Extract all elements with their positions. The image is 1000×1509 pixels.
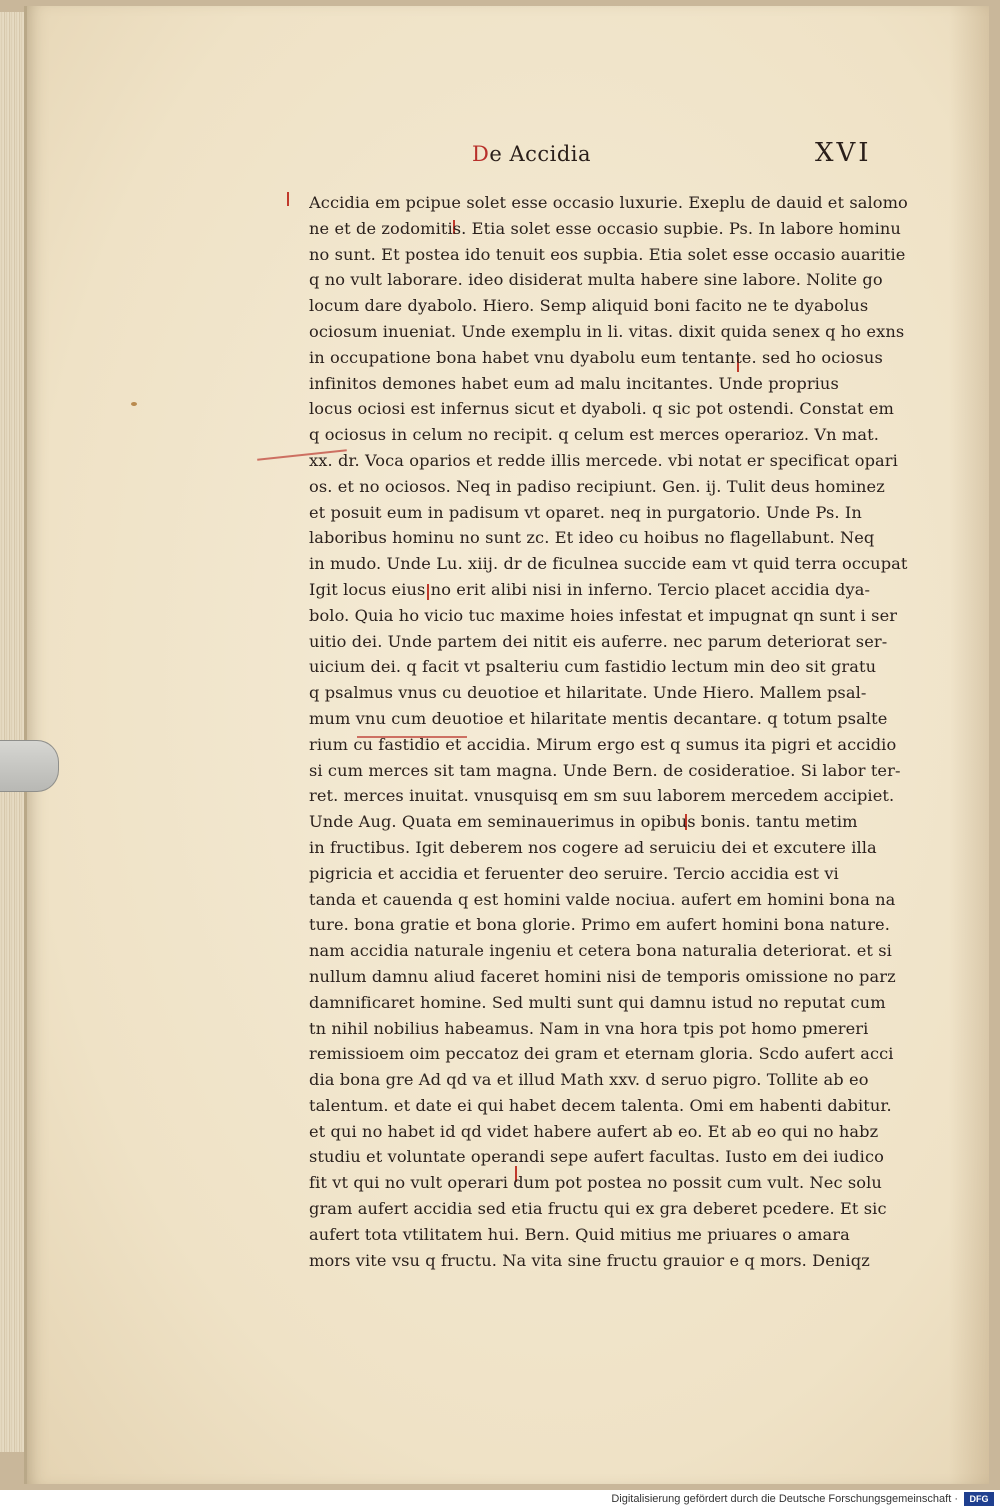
text-line: fit vt qui no vult operari dum pot postea no possit cum vult. Nec solu: [309, 1173, 882, 1193]
text-line: bolo. Quia ho vicio tuc maxime hoies infestat et impugnat qn sunt i ser: [309, 605, 898, 625]
folio-number: XVI: [815, 138, 872, 168]
footer-bar: [0, 1490, 1000, 1509]
text-line: tanda et cauenda q est homini valde nociua. aufert em homini bona na: [309, 889, 896, 909]
text-line: et qui no habet id qd videt habere aufert ab eo. Et ab eo qui no habz: [309, 1121, 879, 1141]
rubric-stroke: [287, 192, 289, 206]
text-line: studiu et voluntate operandi sepe aufert facultas. Iusto em dei iudico: [309, 1147, 884, 1167]
running-head-text: e Accidia: [489, 142, 592, 166]
text-line: ret. merces inuitat. vnusquisq em sm suu laborem mercedem accipiet.: [309, 786, 895, 806]
text-block: [309, 190, 945, 1273]
text-line: in mudo. Unde Lu. xiij. dr de ficulnea succide eam vt quid terra occupat: [309, 554, 908, 574]
text-line: nullum damnu aliud faceret homini nisi de temporis omissione no parz: [309, 966, 896, 986]
text-line: q no vult laborare. ideo disiderat multa habere sine labore. Nolite go: [309, 270, 883, 290]
paper-stain: [131, 402, 137, 406]
text-line: ne et de zodomitis. Etia solet esse occasio supbie. Ps. In labore hominu: [309, 218, 901, 238]
text-line: rium cu fastidio et accidia. Mirum ergo est q sumus ita pigri et accidio: [309, 734, 897, 754]
text-line: uitio dei. Unde partem dei nitit eis auferre. nec parum deteriorat ser-: [309, 631, 888, 651]
text-line: no sunt. Et postea ido tenuit eos supbia. Etia solet esse occasio auaritie: [309, 244, 906, 264]
text-line: xx. dr. Voca oparios et redde illis mercede. vbi notat er specificat opari: [309, 450, 898, 470]
text-line: infinitos demones habet eum ad malu incitantes. Unde proprius: [309, 373, 839, 393]
footer-credit: Digitalisierung gefördert durch die Deutsche Forschungsgemeinschaft ·: [611, 1493, 958, 1505]
text-line: et posuit eum in padisum vt oparet. neq in purgatorio. Unde Ps. In: [309, 502, 862, 522]
text-line: mum vnu cum deuotioe et hilaritate mentis decantare. q totum psalte: [309, 708, 888, 728]
text-line: dia bona gre Ad qd va et illud Math xxv. d seruo pigro. Tollite ab eo: [309, 1070, 869, 1090]
book-clasp: [0, 740, 59, 792]
text-line: talentum. et date ei qui habet decem talenta. Omi em habenti dabitur.: [309, 1095, 892, 1115]
text-line: Igit locus eius no erit alibi nisi in inferno. Tercio placet accidia dya-: [309, 579, 871, 599]
text-line: q ociosus in celum no recipit. q celum est merces operarioz. Vn mat.: [309, 425, 879, 445]
text-line: damnificaret homine. Sed multi sunt qui damnu istud no reputat cum: [309, 992, 886, 1012]
book-page: [24, 6, 989, 1484]
text-line: os. et no ociosos. Neq in padiso recipiunt. Gen. ij. Tulit deus hominez: [309, 476, 885, 496]
text-line: locus ociosi est infernus sicut et dyaboli. q sic pot ostendi. Constat em: [309, 399, 895, 419]
text-line: tn nihil nobilius habeamus. Nam in vna hora tpis pot homo pmereri: [309, 1018, 869, 1038]
dfg-logo: DFG: [964, 1492, 994, 1506]
text-line: ociosum inueniat. Unde exemplu in li. vitas. dixit quida senex q ho exns: [309, 321, 905, 341]
text-line: in occupatione bona habet vnu dyabolu eum tentante. sed ho ociosus: [309, 347, 883, 367]
text-line: locum dare dyabolo. Hiero. Semp aliquid boni facito ne te dyabolus: [309, 296, 869, 316]
text-line: laboribus hominu no sunt zc. Et ideo cu hoibus no flagellabunt. Neq: [309, 528, 875, 548]
text-line: aufert tota vtilitatem hui. Bern. Quid mitius me priuares o amara: [309, 1224, 850, 1244]
text-line: nam accidia naturale ingeniu et cetera bona naturalia deteriorat. et si: [309, 941, 892, 961]
text-line: Accidia em pcipue solet esse occasio luxurie. Exeplu de dauid et salomo: [309, 193, 908, 212]
text-line: q psalmus vnus cu deuotioe et hilaritate. Unde Hiero. Mallem psal-: [309, 683, 867, 703]
text-line: in fructibus. Igit deberem nos cogere ad seruiciu dei et excutere illa: [309, 837, 877, 857]
text-line: Unde Aug. Quata em seminauerimus in opibus bonis. tantu metim: [309, 812, 858, 832]
text-line: si cum merces sit tam magna. Unde Bern. de cosideratioe. Si labor ter-: [309, 760, 901, 780]
text-line: pigricia et accidia et feruenter deo seruire. Tercio accidia est vi: [309, 863, 839, 883]
running-head: [472, 142, 591, 166]
text-line: gram aufert accidia sed etia fructu qui ex gra deberet pcedere. Et sic: [309, 1199, 887, 1219]
text-line: remissioem oim peccatoz dei gram et eternam gloria. Scdo aufert acci: [309, 1044, 894, 1064]
text-line: ture. bona gratie et bona glorie. Primo em aufert homini bona nature.: [309, 915, 890, 935]
running-head-initial: D: [472, 142, 490, 166]
text-line: mors vite vsu q fructu. Na vita sine fructu grauior e q mors. Deniqz: [309, 1250, 870, 1270]
text-line: uicium dei. q facit vt psalteriu cum fastidio lectum min deo sit gratu: [309, 657, 877, 677]
